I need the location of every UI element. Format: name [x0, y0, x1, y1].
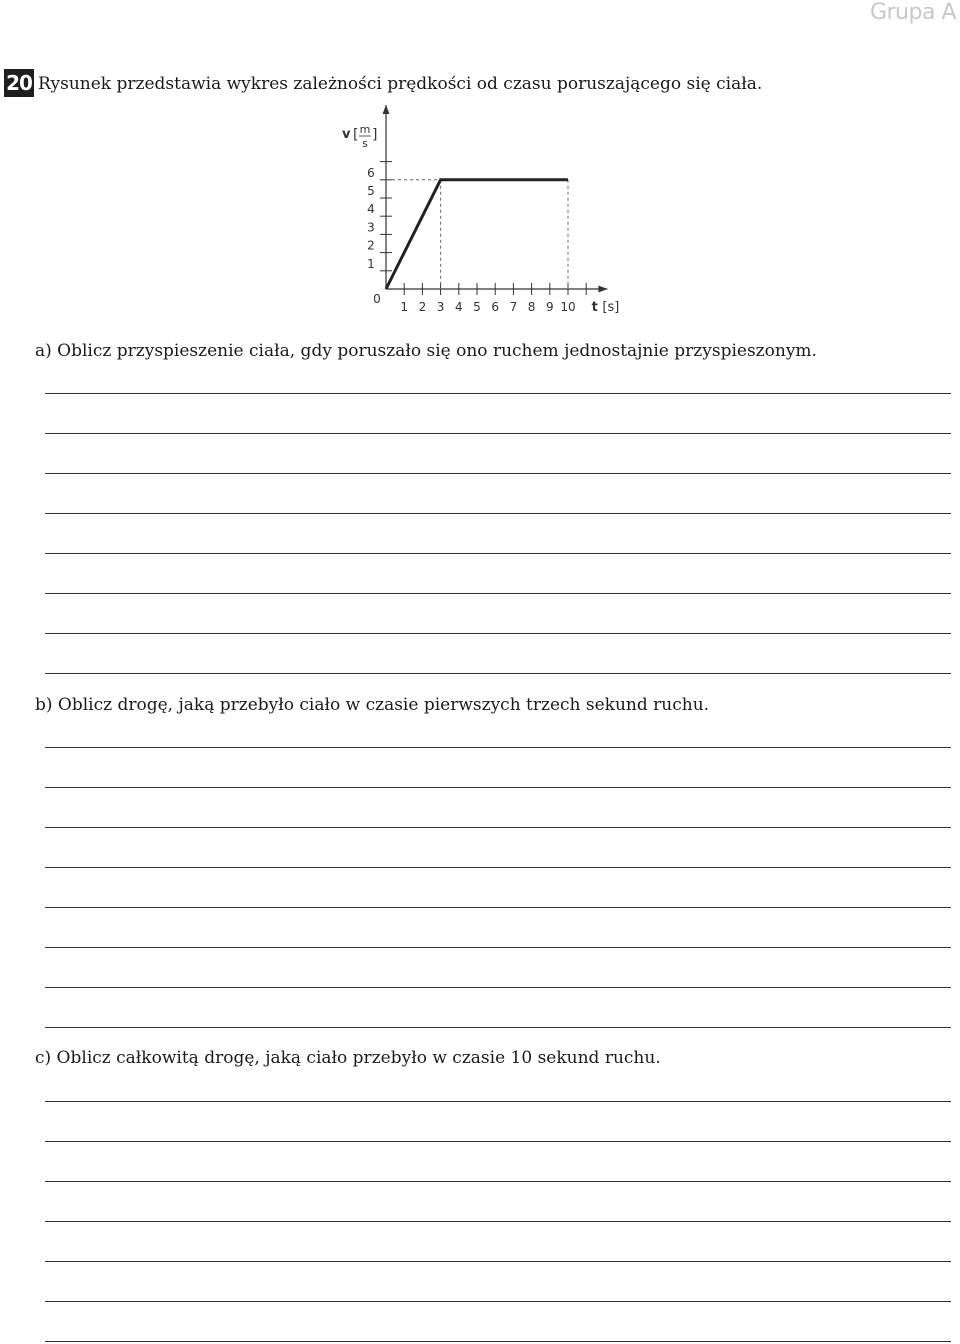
question-c-answer-line[interactable] [45, 1341, 951, 1342]
task-number-badge: 20 [4, 69, 34, 97]
y-tick-label: 2 [367, 238, 375, 253]
question-a-answer-line[interactable] [45, 433, 951, 434]
question-b-answer-line[interactable] [45, 947, 951, 948]
question-b-answer-line[interactable] [45, 747, 951, 748]
question-c: c) Oblicz całkowitą drogę, jaką ciało przebyło w czasie 10 sekund ruchu. [35, 1048, 661, 1068]
question-a-answer-line[interactable] [45, 513, 951, 514]
x-tick-label: 7 [509, 300, 518, 314]
question-a-answer-line[interactable] [45, 393, 951, 394]
question-b-answer-line[interactable] [45, 867, 951, 868]
x-axis-label: t [s] [591, 300, 620, 315]
x-tick-label: 10 [560, 300, 576, 314]
x-axis-arrow [598, 286, 607, 293]
question-c-answer-line[interactable] [45, 1301, 951, 1302]
question-b-answer-line[interactable] [45, 787, 951, 788]
question-b: b) Oblicz drogę, jaką przebyło ciało w czasie pierwszych trzech sekund ruchu. [35, 695, 710, 715]
question-b-answer-line[interactable] [45, 987, 951, 988]
y-tick-label: 6 [367, 165, 375, 180]
question-c-answer-line[interactable] [45, 1181, 951, 1182]
question-c-answer-line[interactable] [45, 1101, 951, 1102]
question-b-answer-line[interactable] [45, 1027, 951, 1028]
question-c-answer-line[interactable] [45, 1261, 951, 1262]
question-b-answer-line[interactable] [45, 827, 951, 828]
question-a-answer-line[interactable] [45, 473, 951, 474]
x-tick-label: 2 [418, 300, 427, 314]
question-c-answer-line[interactable] [45, 1141, 951, 1142]
task-intro: Rysunek przedstawia wykres zależności prędkości od czasu poruszającego się ciała. [38, 74, 763, 94]
y-tick-label: 3 [367, 220, 375, 235]
y-tick-label: 5 [367, 184, 375, 198]
question-a-answer-line[interactable] [45, 593, 951, 594]
question-a-answer-line[interactable] [45, 633, 951, 634]
velocity-time-chart [330, 100, 630, 320]
question-b-answer-line[interactable] [45, 907, 951, 908]
x-tick-label: 5 [473, 300, 481, 314]
x-tick-label: 6 [491, 300, 500, 314]
y-axis-label-bracket: [ [353, 127, 359, 143]
y-tick-label: 1 [367, 256, 375, 271]
group-label: Grupa A [869, 0, 956, 25]
velocity-series-line [386, 180, 568, 289]
x-tick-label: 9 [545, 300, 554, 314]
y-axis-label-bracket: ] [372, 127, 378, 143]
question-c-answer-line[interactable] [45, 1221, 951, 1222]
x-tick-label: 3 [436, 300, 445, 314]
y-axis-unit-numerator: m [359, 123, 371, 136]
origin-label: 0 [373, 292, 381, 306]
y-axis-label-symbol: v [342, 127, 351, 142]
x-tick-label: 4 [454, 300, 463, 314]
y-tick-label: 4 [367, 202, 375, 217]
x-tick-label: 8 [527, 300, 536, 314]
x-tick-label: 1 [400, 300, 409, 314]
question-a-answer-line[interactable] [45, 553, 951, 554]
question-a-answer-line[interactable] [45, 673, 951, 674]
y-axis-arrow [383, 105, 390, 114]
question-a: a) Oblicz przyspieszenie ciała, gdy poruszało się ono ruchem jednostajnie przyspieszonym. [35, 341, 817, 361]
y-axis-unit-denominator: s [362, 137, 368, 150]
